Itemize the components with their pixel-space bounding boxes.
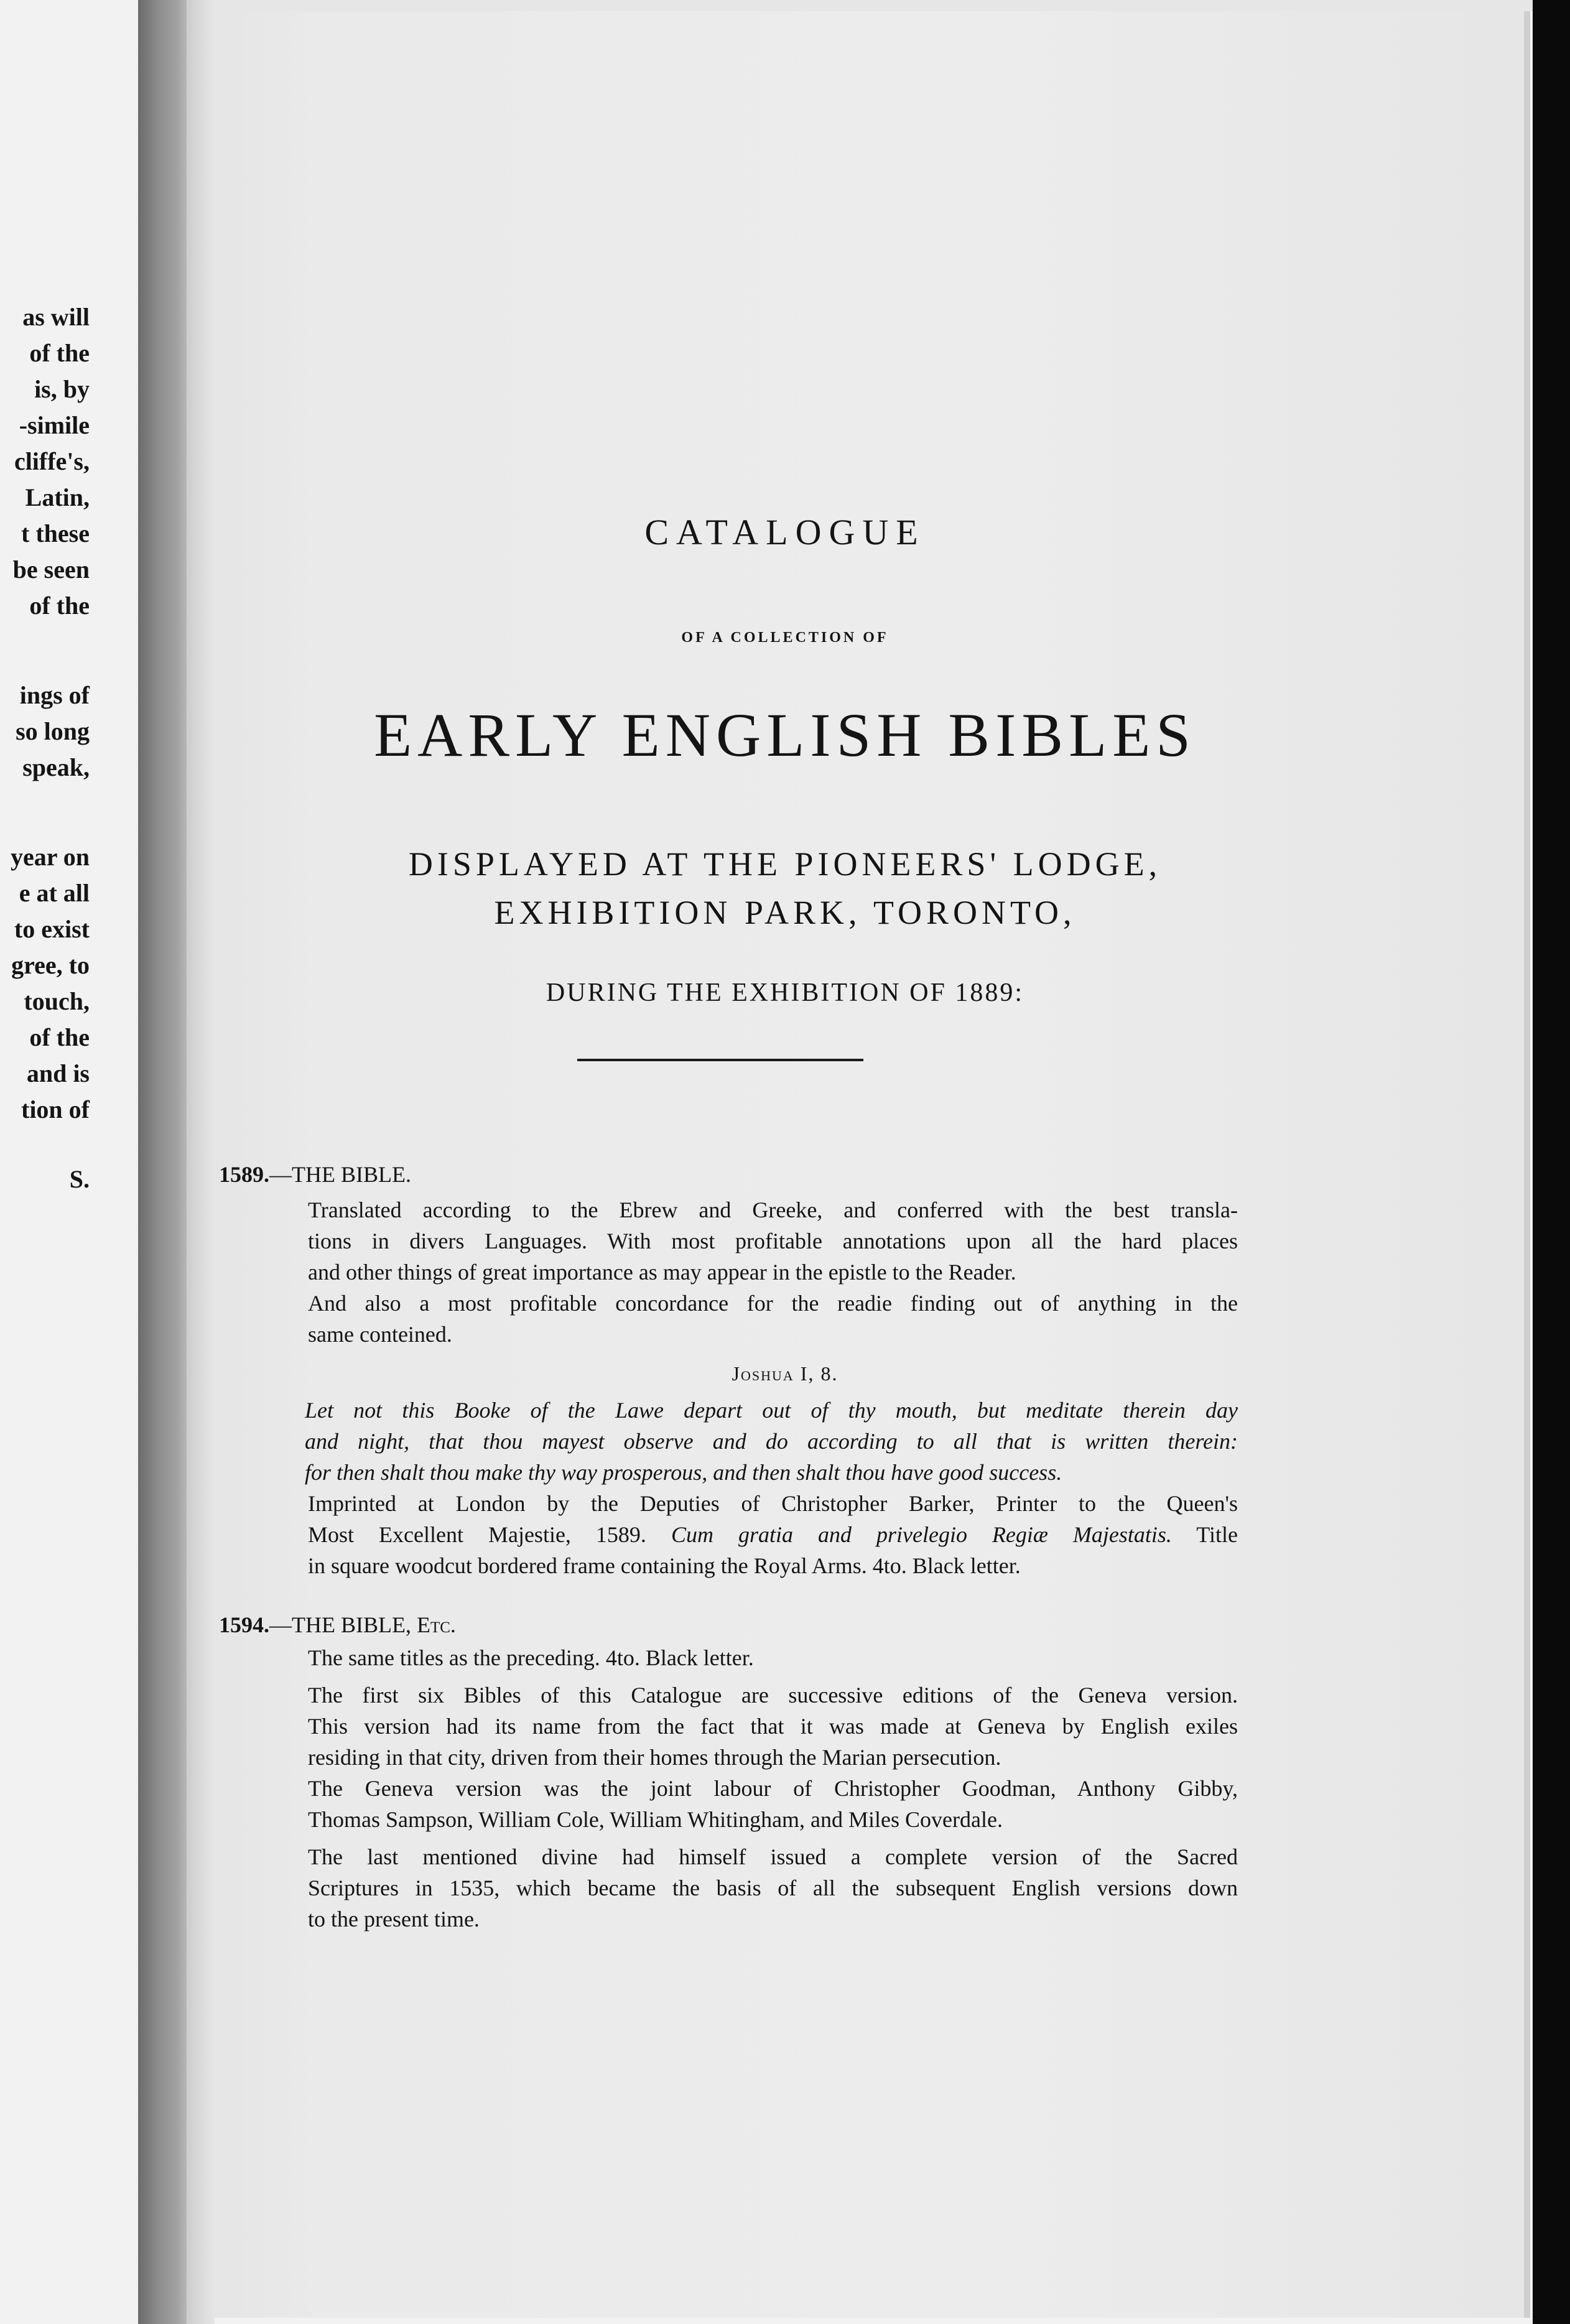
prev-page-line: to exist [14, 915, 90, 943]
imprint-title-word: Title [1196, 1522, 1238, 1547]
prev-page-line: of the [29, 1023, 90, 1051]
entry-1589-description [308, 1194, 1238, 1288]
text-line: in square woodcut bordered frame containing the Royal Arms. 4to. Black letter. [308, 1553, 1021, 1578]
text-line: same conteined. [308, 1322, 452, 1347]
prev-page-line: e at all [19, 879, 90, 907]
text-line: The last mentioned divine had himself issued a complete version of the Sacred [308, 1844, 1238, 1869]
entry-1594-coverdale [308, 1841, 1238, 1935]
exhibition-year-line: DURING THE EXHIBITION OF 1889: [546, 978, 1024, 1007]
text-line: Let not this Booke of the Lawe depart out of thy mouth, but meditate therein day [305, 1398, 1238, 1423]
entry-1589-imprint [308, 1488, 1238, 1581]
prev-page-line: year on [10, 843, 90, 871]
entry-title-etc: Etc. [416, 1612, 456, 1637]
prev-page-line: be seen [12, 555, 90, 583]
prev-page-line: of the [29, 592, 90, 620]
prev-page-line: and is [26, 1059, 90, 1087]
prev-page-line: Latin, [25, 483, 90, 511]
displayed-line: DISPLAYED AT THE PIONEERS' LODGE, [408, 845, 1162, 883]
text-line: Imprinted at London by the Deputies of Christopher Barker, Printer to the Queen's [308, 1491, 1238, 1516]
text-line: Translated according to the Ebrew and Greeke, and conferred with the best transla- [308, 1197, 1238, 1222]
text-line: This version had its name from the fact that it was made at Geneva by English exiles [308, 1714, 1238, 1739]
entry-heading-1589 [219, 1161, 411, 1188]
entry-1594-same-titles [308, 1642, 1238, 1673]
entry-year: 1594. [219, 1612, 269, 1637]
prev-page-line: ings of [19, 681, 90, 709]
main-title: EARLY ENGLISH BIBLES [374, 700, 1196, 769]
text-line: residing in that city, driven from their homes through the Marian persecution. [308, 1745, 1001, 1770]
scripture-verse [305, 1395, 1238, 1488]
prev-page-line: -simile [19, 411, 90, 439]
scripture-reference: Joshua I, 8. [732, 1362, 838, 1385]
prev-page-line: tion of [21, 1095, 90, 1123]
entry-1589-concordance [308, 1288, 1238, 1350]
entry-1594-geneva-translators [308, 1773, 1238, 1835]
imprint-privilege: Cum gratia and privelegio Regiæ Majestatis. [671, 1522, 1172, 1547]
text-line: for then shalt thou make thy way prosperous, and then shalt thou have good success. [305, 1460, 1062, 1485]
top-edge [187, 0, 1533, 11]
prev-page-line: as will [22, 303, 90, 331]
text-line: The first six Bibles of this Catalogue are successive editions of the Geneva version. [308, 1683, 1238, 1708]
prev-page-line: S. [69, 1165, 90, 1193]
prev-page-line: t these [21, 519, 90, 547]
location-line: EXHIBITION PARK, TORONTO, [494, 894, 1076, 931]
entry-heading-1594 [219, 1611, 456, 1638]
collection-subheading: OF A COLLECTION OF [681, 630, 889, 646]
prev-page-line: of the [29, 339, 90, 367]
prev-page-line: speak, [22, 753, 90, 781]
text-line: Scriptures in 1535, which became the basis of all the subsequent English versions down [308, 1875, 1238, 1900]
text-line: and other things of great importance as may appear in the epistle to the Reader. [308, 1260, 1016, 1285]
prev-page-line: is, by [34, 375, 90, 403]
prev-page-line: touch, [24, 987, 90, 1015]
text-line: The Geneva version was the joint labour of Christopher Goodman, Anthony Gibby, [308, 1776, 1238, 1801]
text-line: to the present time. [308, 1907, 480, 1931]
imprint-date: Most Excellent Majestie, 1589. [308, 1522, 646, 1547]
prev-page-line: cliffe's, [14, 447, 90, 475]
title-rule [577, 1059, 863, 1061]
gutter-shadow [187, 0, 215, 2324]
text-line: The same titles as the preceding. 4to. Black letter. [308, 1645, 754, 1670]
text-line: Thomas Sampson, William Cole, William Whitingham, and Miles Coverdale. [308, 1807, 1003, 1832]
prev-page-line: gree, to [11, 951, 90, 979]
prev-page-line: so long [16, 717, 90, 745]
binding-gutter [138, 0, 194, 2324]
entry-1594-geneva-editions [308, 1680, 1238, 1773]
text-line [308, 1519, 1238, 1550]
text-line: and night, that thou mayest observe and do according to all that is written therein: [305, 1429, 1238, 1454]
entry-title: —THE BIBLE, [269, 1612, 417, 1637]
entry-year: 1589. [219, 1162, 269, 1187]
scan-border [1533, 0, 1570, 2324]
text-line: tions in divers Languages. With most profitable annotations upon all the hard places [308, 1229, 1238, 1253]
entry-title: —THE BIBLE. [269, 1162, 411, 1187]
text-line: And also a most profitable concordance for the readie finding out of anything in the [308, 1291, 1238, 1316]
catalogue-heading: CATALOGUE [644, 512, 926, 552]
